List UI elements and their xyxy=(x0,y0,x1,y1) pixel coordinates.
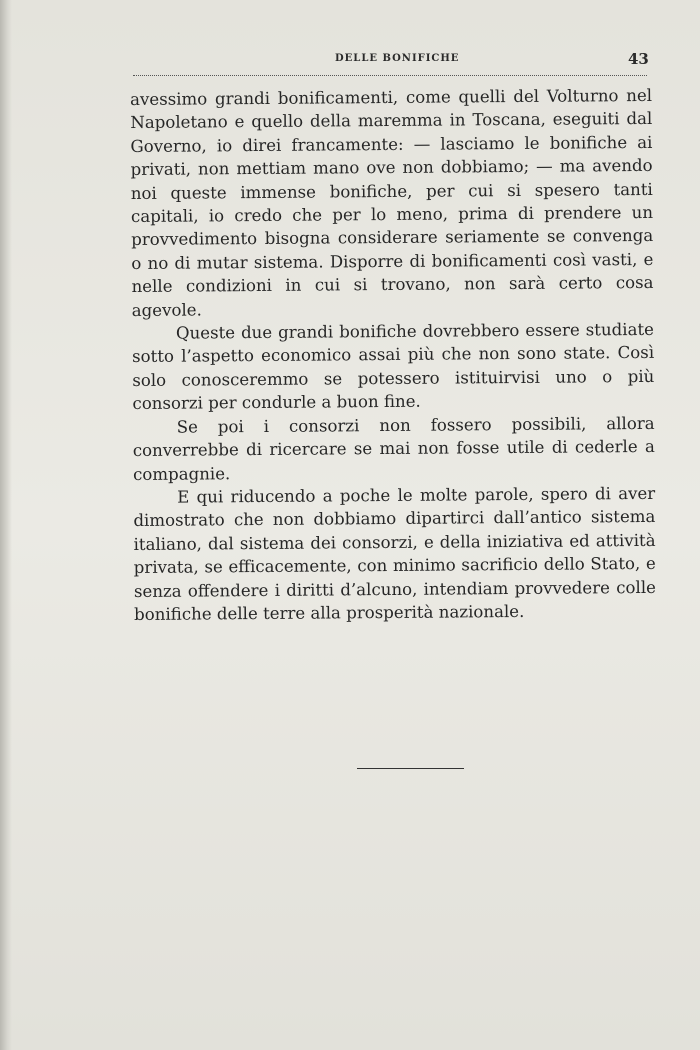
binding-shadow xyxy=(0,0,12,1050)
page-number: 43 xyxy=(628,50,649,68)
paragraph: avessimo grandi bonificamenti, come quelli del Volturno nel Napoletano e quello della maremma in Toscana, eseguiti dal Governo, io direi francamente: — lasciamo le bonifiche ai privati, non mettiam mano ove non dobbiamo; — ma avendo noi queste immense bonifiche, per cui si spesero tanti capitali, io credo che per lo meno, prima di prendere un provvedimento bisogna considerare seriamente se convenga o no di mutar sistema. Disporre di bonificamenti così vasti, e nelle condizioni in cui si trovano, non sarà certo cosa agevole. xyxy=(130,85,654,320)
header-rule xyxy=(133,75,647,76)
paragraph: Queste due grandi bonifiche dovrebbero essere studiate sotto l’aspetto economico assai più che non sono state. Così solo conosceremmo se potessero istituirvisi uno o più consorzi per condurle a buon fine. xyxy=(132,319,655,414)
paragraph: Se poi i consorzi non fossero possibili, allora converrebbe di ricercare se mai non fosse utile di cederle a compagnie. xyxy=(132,413,655,484)
end-rule xyxy=(357,768,464,769)
paragraph: E qui riducendo a poche le molte parole, spero di aver dimostrato che non dobbiamo dipartirci dall’antico sistema italiano, dal sistema dei consorzi, e della iniziativa ed attività privata, se efficacemente, con minimo sacrificio dello Stato, e senza offendere i diritti d’alcuno, intendiam provvedere colle bonifiche delle terre alla prosperità nazionale. xyxy=(133,483,657,624)
running-head: DELLE BONIFICHE xyxy=(335,53,460,64)
body-text xyxy=(130,84,656,626)
